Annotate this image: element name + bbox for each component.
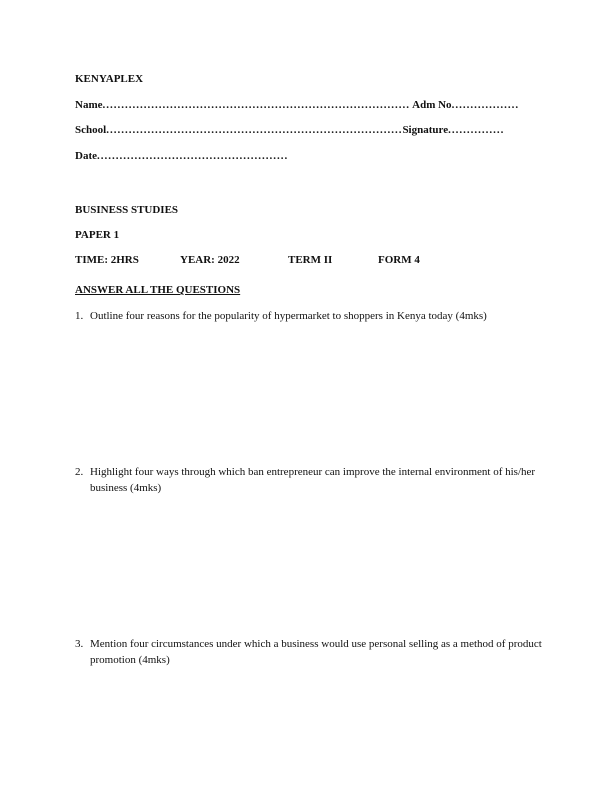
question-text: Highlight four ways through which ban entrepreneur can improve the internal environment of his/her business (4mks): [90, 466, 536, 494]
question-3: [75, 636, 545, 668]
subject-title: BUSINESS STUDIES: [75, 204, 179, 216]
paper-number: PAPER 1: [75, 229, 120, 241]
exam-term: TERM II: [288, 254, 333, 266]
school-label: School: [75, 124, 107, 136]
question-1: [75, 308, 545, 324]
name-field[interactable]: ..................................................................................: [102, 99, 410, 111]
name-line: [75, 99, 519, 111]
instruction: ANSWER ALL THE QUESTIONS: [75, 284, 241, 296]
exam-form: FORM 4: [378, 254, 420, 266]
name-label: Name: [75, 99, 103, 111]
signature-label: Signature: [402, 124, 449, 136]
adm-no-field[interactable]: ..................: [451, 99, 520, 111]
date-line: [75, 150, 288, 162]
date-field[interactable]: ...................................................: [97, 150, 289, 162]
question-number: 1.: [75, 310, 84, 322]
adm-no-label: Adm No: [410, 99, 452, 111]
date-label: Date: [75, 150, 97, 162]
question-text: Mention four circumstances under which a business would use personal selling as a method of product promotion (4mks): [90, 638, 542, 666]
signature-field[interactable]: ...............: [448, 124, 505, 136]
question-2: [75, 464, 545, 496]
school-line: [75, 124, 504, 136]
question-number: 3.: [75, 638, 84, 650]
question-number: 2.: [75, 466, 84, 478]
brand-title: KENYAPLEX: [75, 73, 144, 85]
exam-time: TIME: 2HRS: [75, 254, 139, 266]
exam-info-line: [75, 254, 420, 266]
question-text: Outline four reasons for the popularity of hypermarket to shoppers in Kenya today (4mks): [90, 310, 487, 322]
school-field[interactable]: ...............................................................................: [106, 124, 403, 136]
exam-year: YEAR: 2022: [180, 254, 240, 266]
